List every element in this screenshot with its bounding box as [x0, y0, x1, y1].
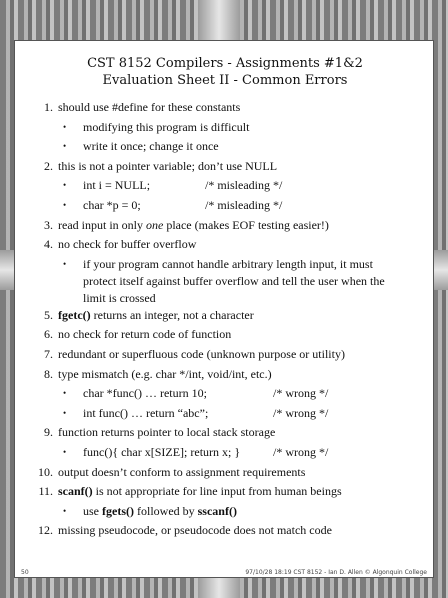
item-text: [58, 483, 342, 500]
bullet-text-content: followed by: [133, 503, 198, 518]
bullet-text: [83, 503, 237, 520]
bullet-icon: •: [63, 258, 67, 269]
slide-page: [14, 40, 434, 578]
bullet-comment: /* wrong */: [273, 405, 329, 420]
item-text-emphasis: one: [145, 217, 164, 232]
bullet-text: char *func() … return 10;: [83, 386, 207, 401]
footer-credit: 97/10/28 18:19 CST 8152 - Ian D. Allen © Algonquin College: [245, 569, 427, 576]
title-line-1: CST 8152 Compilers - Assignments #1&2: [87, 56, 363, 71]
bullet-icon: •: [63, 200, 67, 210]
function-name: sscanf(): [197, 503, 237, 518]
bullet-icon: •: [63, 388, 67, 399]
item-text-content: this is not a pointer variable; don’t use NULL: [58, 158, 278, 173]
item-text-content: missing pseudocode, or pseudocode does not match code: [58, 523, 332, 538]
item-text-content: type mismatch (e.g. char */int, void/int, etc.): [58, 366, 272, 381]
page-number: 50: [21, 569, 29, 576]
item-text-content: function returns pointer to local stack storage: [58, 425, 276, 440]
bullet-icon: •: [63, 121, 67, 132]
bullet-comment: /* misleading */: [205, 178, 283, 193]
item-text: [58, 236, 196, 253]
item-text: [58, 217, 329, 234]
decoration-top: [198, 0, 240, 40]
bullet-comment: /* misleading */: [205, 198, 283, 212]
item-number: 10.: [38, 464, 53, 479]
item-number: 2.: [44, 158, 53, 173]
function-name: fgets(): [102, 503, 134, 518]
item-text-content: place (makes EOF testing easier!): [163, 217, 329, 232]
item-text: [58, 522, 332, 539]
item-number: 11.: [38, 484, 53, 499]
item-number: 6.: [44, 327, 53, 342]
item-text: [58, 464, 305, 481]
item-number: 9.: [44, 425, 53, 440]
slide-title: [15, 55, 435, 89]
item-text: [58, 326, 231, 343]
item-text: [58, 366, 272, 383]
bullet-text: int i = NULL;: [83, 178, 151, 193]
bullet-text: char *p = 0;: [83, 198, 141, 212]
bullet-icon: •: [63, 505, 67, 516]
bullet-text: write it once; change it once: [83, 139, 219, 154]
item-text-content: no check for buffer overflow: [58, 237, 197, 252]
function-name: scanf(): [58, 484, 93, 499]
item-number: 1.: [44, 100, 53, 114]
item-number: 12.: [38, 523, 53, 538]
bullet-icon: •: [63, 407, 67, 418]
decoration-bottom: [198, 576, 240, 598]
item-number: 5.: [44, 307, 53, 322]
item-text-content: output doesn’t conform to assignment requirements: [58, 464, 306, 479]
item-number: 8.: [44, 366, 53, 381]
item-number: 3.: [44, 217, 53, 232]
item-number: 7.: [44, 347, 53, 361]
bullet-icon: •: [63, 141, 67, 152]
item-text: [58, 424, 275, 441]
item-text: [58, 99, 240, 116]
bullet-icon: •: [63, 447, 67, 457]
item-text-content: returns an integer, not a character: [90, 307, 254, 322]
item-text-content: redundant or superfluous code (unknown purpose or utility): [58, 347, 345, 361]
bullet-text: int func() … return “abc”;: [83, 405, 209, 420]
bullet-comment: /* wrong */: [273, 386, 329, 401]
bullet-comment: /* wrong */: [273, 445, 329, 459]
bullet-text: func(){ char x[SIZE]; return x; }: [83, 445, 241, 459]
bullet-text-content: use: [83, 503, 102, 518]
title-line-2: Evaluation Sheet II - Common Errors: [102, 73, 348, 88]
item-text: [58, 346, 345, 363]
item-text: [58, 307, 254, 324]
bullet-text: if your program cannot handle arbitrary length input, it must protect itself against buffer overflow and tell the user when the limit is crossed: [83, 256, 385, 305]
item-text: [58, 158, 277, 175]
item-text-content: no check for return code of function: [58, 327, 232, 342]
item-text-content: read input in only: [58, 217, 146, 232]
function-name: fgetc(): [58, 307, 91, 322]
item-text-content: should use #define for these constants: [58, 100, 241, 114]
item-text-content: is not appropriate for line input from human beings: [92, 484, 342, 499]
bullet-text: modifying this program is difficult: [83, 119, 250, 134]
item-number: 4.: [44, 237, 53, 252]
bullet-icon: •: [63, 180, 67, 191]
